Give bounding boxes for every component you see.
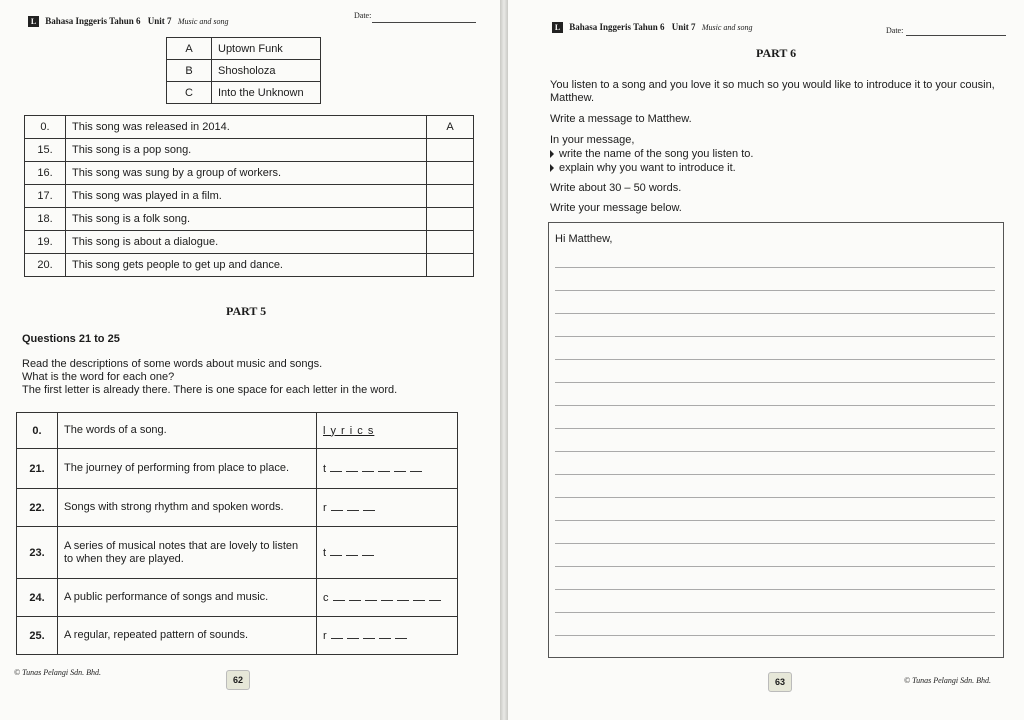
word-row	[17, 413, 458, 449]
statement-number: 17.	[25, 185, 66, 208]
letter-blank[interactable]	[347, 502, 359, 511]
write-to-text: Write a message to Matthew.	[550, 113, 692, 125]
option-row	[167, 38, 321, 60]
part-title: PART 5	[226, 304, 267, 318]
writing-line[interactable]	[555, 497, 995, 498]
statement-row	[25, 139, 474, 162]
date-label: Date:	[354, 11, 372, 20]
statement-text: This song was sung by a group of workers.	[66, 162, 427, 185]
word-description: The words of a song.	[58, 413, 317, 449]
word-row	[17, 527, 458, 579]
bullet-item: explain why you want to introduce it.	[550, 162, 736, 175]
letter-blank[interactable]	[379, 630, 391, 639]
first-letter: t	[323, 462, 327, 475]
statement-row	[25, 185, 474, 208]
statement-row	[25, 231, 474, 254]
word-answer[interactable]	[317, 617, 458, 655]
answer-cell[interactable]	[427, 254, 474, 277]
word-row	[17, 449, 458, 489]
letter-blank[interactable]	[381, 592, 393, 601]
instruction-line: Read the descriptions of some words about music and songs.	[22, 358, 323, 370]
letter-blank[interactable]	[365, 592, 377, 601]
answer-cell[interactable]	[427, 208, 474, 231]
writing-line[interactable]	[555, 405, 995, 406]
copyright-footer: © Tunas Pelangi Sdn. Bhd.	[14, 668, 101, 677]
letter-blank[interactable]	[429, 592, 441, 601]
statement-number: 18.	[25, 208, 66, 231]
letter-blank[interactable]	[346, 547, 358, 556]
answer-cell[interactable]: A	[427, 116, 474, 139]
statement-row	[25, 208, 474, 231]
writing-line[interactable]	[555, 635, 995, 636]
word-answer[interactable]	[317, 449, 458, 489]
letter-blank[interactable]	[331, 502, 343, 511]
statement-text: This song is a pop song.	[66, 139, 427, 162]
message-box[interactable]	[548, 222, 1004, 658]
letter-blank[interactable]	[363, 630, 375, 639]
statement-number: 16.	[25, 162, 66, 185]
letter-blank[interactable]	[362, 547, 374, 556]
statement-row	[25, 254, 474, 277]
book-title: Bahasa Inggeris Tahun 6	[569, 22, 665, 32]
bullet-icon	[550, 150, 554, 158]
statement-number: 19.	[25, 231, 66, 254]
page-header	[28, 16, 228, 27]
word-row	[17, 579, 458, 617]
word-number: 22.	[17, 489, 58, 527]
word-number: 25.	[17, 617, 58, 655]
first-letter: r	[323, 629, 327, 642]
book-gutter	[500, 0, 508, 720]
date-field[interactable]	[372, 22, 476, 23]
unit-label: Unit 7	[147, 16, 172, 26]
statement-text: This song is a folk song.	[66, 208, 427, 231]
option-letter: B	[167, 60, 212, 82]
page-number: 63	[768, 672, 792, 692]
word-row	[17, 489, 458, 527]
letter-blank[interactable]	[331, 630, 343, 639]
writing-line[interactable]	[555, 566, 995, 567]
word-number: 23.	[17, 527, 58, 579]
instruction-line: The first letter is already there. There is one space for each letter in the word.	[22, 384, 398, 396]
topic-label: Music and song	[701, 23, 753, 32]
publisher-logo-icon: L	[552, 22, 563, 33]
word-count-text: Write about 30 – 50 words.	[550, 182, 682, 194]
writing-line[interactable]	[555, 336, 995, 337]
word-answer[interactable]	[317, 413, 458, 449]
writing-line[interactable]	[555, 428, 995, 429]
questions-label: Questions 21 to 25	[22, 333, 120, 345]
copyright-footer: © Tunas Pelangi Sdn. Bhd.	[904, 676, 991, 685]
writing-line[interactable]	[555, 474, 995, 475]
option-row	[167, 60, 321, 82]
statement-text: This song is about a dialogue.	[66, 231, 427, 254]
letter-blank[interactable]	[362, 463, 374, 472]
writing-line[interactable]	[555, 589, 995, 590]
answer-cell[interactable]	[427, 162, 474, 185]
letter-blank[interactable]	[330, 463, 342, 472]
writing-line[interactable]	[555, 520, 995, 521]
first-letter: r	[323, 501, 327, 514]
option-letter: C	[167, 82, 212, 104]
writing-line[interactable]	[555, 382, 995, 383]
option-title: Into the Unknown	[212, 82, 321, 104]
word-description: A public performance of songs and music.	[58, 579, 317, 617]
word-number: 21.	[17, 449, 58, 489]
publisher-logo-icon: L	[28, 16, 39, 27]
statement-text: This song gets people to get up and dance.	[66, 254, 427, 277]
option-row	[167, 82, 321, 104]
statement-row	[25, 162, 474, 185]
letter-blank[interactable]	[346, 463, 358, 472]
word-description: The journey of performing from place to place.	[58, 449, 317, 489]
word-number: 24.	[17, 579, 58, 617]
letter-blank[interactable]	[410, 463, 422, 472]
word-answer[interactable]	[317, 579, 458, 617]
song-options-table	[166, 37, 321, 104]
date-field[interactable]	[906, 35, 1006, 36]
date-label: Date:	[886, 26, 904, 35]
first-letter: l y r i c s	[323, 424, 375, 437]
statement-text: This song was played in a film.	[66, 185, 427, 208]
option-title: Uptown Funk	[212, 38, 321, 60]
letter-blank[interactable]	[349, 592, 361, 601]
statement-number: 0.	[25, 116, 66, 139]
word-description: Songs with strong rhythm and spoken words.	[58, 489, 317, 527]
writing-line[interactable]	[555, 290, 995, 291]
letter-blank[interactable]	[413, 592, 425, 601]
intro-text: You listen to a song and you love it so much so you would like to introduce it to your cousin, Matthew.	[550, 79, 995, 104]
letter-blank[interactable]	[347, 630, 359, 639]
word-description: A series of musical notes that are lovely to listen to when they are played.	[58, 527, 317, 579]
writing-line[interactable]	[555, 612, 995, 613]
option-letter: A	[167, 38, 212, 60]
greeting: Hi Matthew,	[555, 233, 613, 245]
page-header	[552, 22, 752, 33]
writing-line[interactable]	[555, 267, 995, 268]
part-title: PART 6	[756, 46, 797, 60]
bullet-icon	[550, 164, 554, 172]
statement-row	[25, 116, 474, 139]
letter-blank[interactable]	[397, 592, 409, 601]
in-message-text: In your message,	[550, 134, 635, 146]
right-page	[508, 0, 1024, 720]
unit-label: Unit 7	[671, 22, 696, 32]
instructions	[22, 358, 397, 397]
word-answer[interactable]	[317, 489, 458, 527]
topic-label: Music and song	[177, 17, 229, 26]
option-title: Shosholoza	[212, 60, 321, 82]
writing-line[interactable]	[555, 313, 995, 314]
letter-blank[interactable]	[394, 463, 406, 472]
statement-text: This song was released in 2014.	[66, 116, 427, 139]
left-page	[0, 0, 500, 720]
statement-number: 20.	[25, 254, 66, 277]
instruction-line: What is the word for each one?	[22, 371, 175, 383]
page-number: 62	[226, 670, 250, 690]
letter-blank[interactable]	[330, 547, 342, 556]
word-number: 0.	[17, 413, 58, 449]
answer-cell[interactable]	[427, 185, 474, 208]
statement-number: 15.	[25, 139, 66, 162]
answer-cell[interactable]	[427, 139, 474, 162]
book-title: Bahasa Inggeris Tahun 6	[45, 16, 141, 26]
bullet-item: write the name of the song you listen to.	[550, 148, 753, 161]
first-letter: t	[323, 546, 327, 559]
letter-blank[interactable]	[333, 592, 345, 601]
first-letter: c	[323, 591, 329, 604]
letter-blank[interactable]	[363, 502, 375, 511]
statements-table	[24, 115, 474, 277]
word-answer[interactable]	[317, 527, 458, 579]
writing-line[interactable]	[555, 451, 995, 452]
writing-line[interactable]	[555, 543, 995, 544]
answer-cell[interactable]	[427, 231, 474, 254]
word-description: A regular, repeated pattern of sounds.	[58, 617, 317, 655]
letter-blank[interactable]	[378, 463, 390, 472]
words-table	[16, 412, 458, 655]
write-below-text: Write your message below.	[550, 202, 682, 214]
letter-blank[interactable]	[395, 630, 407, 639]
word-row	[17, 617, 458, 655]
writing-line[interactable]	[555, 359, 995, 360]
